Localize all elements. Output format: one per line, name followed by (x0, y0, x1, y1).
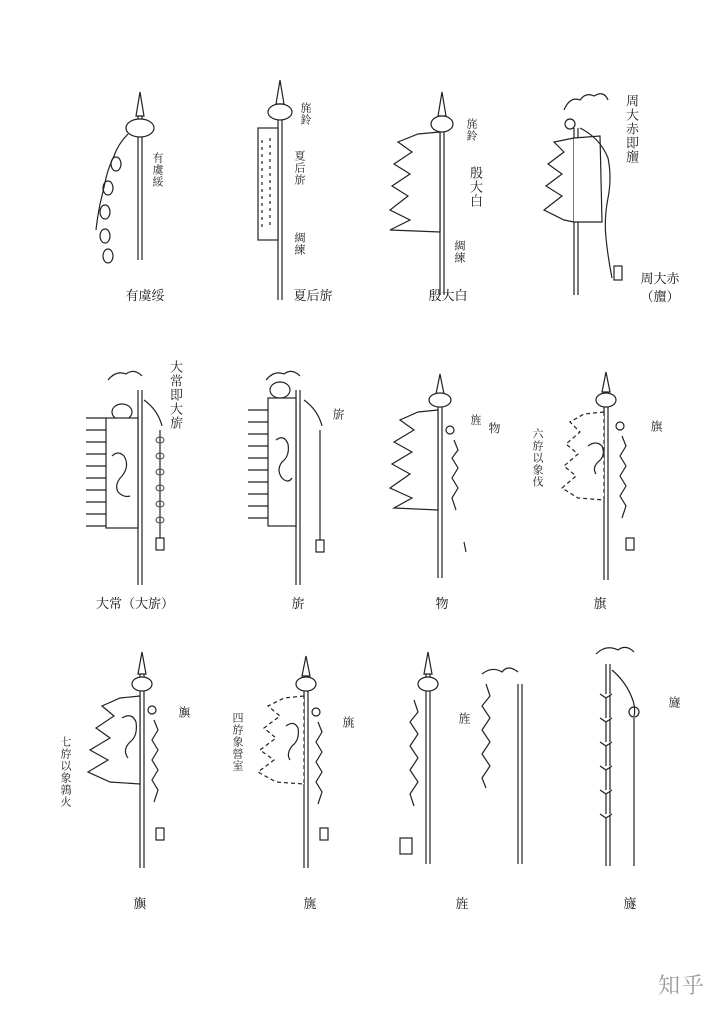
note-label: 物 (487, 422, 501, 435)
note-label: 七斿以象鶉火 (59, 736, 72, 808)
note-label: 旐 (341, 716, 355, 729)
illustration-zhao (218, 640, 388, 940)
note-label: 旄鈴 (465, 118, 478, 142)
note-label: 殷大白 (467, 166, 482, 208)
note-label: 綢練 (453, 240, 466, 264)
note-label: 綢練 (293, 232, 306, 256)
note-label: 夏后旂 (293, 150, 306, 186)
pole-drawing (60, 80, 230, 380)
note-label: 周大赤即旜 (623, 94, 638, 164)
illustration-dachang (60, 360, 230, 660)
pole-drawing (540, 360, 710, 660)
caption: 夏后旂 (293, 289, 333, 304)
caption-sub: （旜） (640, 290, 680, 305)
note-label: 旄鈴 (299, 102, 312, 126)
caption: 大常（大旂） (95, 597, 174, 612)
pole-drawing (60, 360, 230, 660)
caption: 旗 (593, 597, 607, 612)
pole-drawing (218, 360, 388, 660)
note-label: 旟 (177, 706, 191, 719)
note-label: 旂 (331, 408, 345, 421)
caption: 殷大白 (428, 289, 468, 304)
caption: 周大赤 (640, 272, 680, 287)
zhihu-watermark: 知乎 (657, 974, 706, 999)
caption: 旌 (455, 897, 469, 912)
illustration-yu (60, 640, 230, 940)
illustration-yin-dabai (378, 80, 548, 380)
illustration-sui (540, 640, 710, 940)
note-label: 四斿象營室 (231, 712, 244, 772)
illustration-youyu-sui (60, 80, 230, 380)
note-label: 六斿以象伐 (531, 428, 544, 488)
illustration-jing (378, 640, 548, 940)
illustration-qi (218, 360, 388, 660)
note-label: 有虞綏 (151, 152, 164, 188)
illustration-zhou-dachi (540, 80, 710, 380)
caption: 旂 (291, 597, 305, 612)
caption: 旐 (303, 897, 317, 912)
note-label: 大常即大旂 (167, 360, 182, 430)
note-label: 旌 (469, 414, 482, 426)
note-label: 旌 (457, 712, 471, 725)
caption: 有虞绥 (125, 289, 165, 304)
illustration-xiahou-qi (218, 80, 388, 380)
note-label: 旗 (649, 420, 663, 433)
caption: 物 (435, 597, 449, 612)
pole-drawing (378, 80, 548, 380)
caption: 旟 (133, 897, 147, 912)
illustration-qi-flag (531, 360, 710, 660)
pole-drawing (378, 360, 548, 660)
note-label: 旞 (667, 696, 681, 709)
caption: 旞 (623, 897, 637, 912)
illustration-wu (378, 360, 548, 660)
